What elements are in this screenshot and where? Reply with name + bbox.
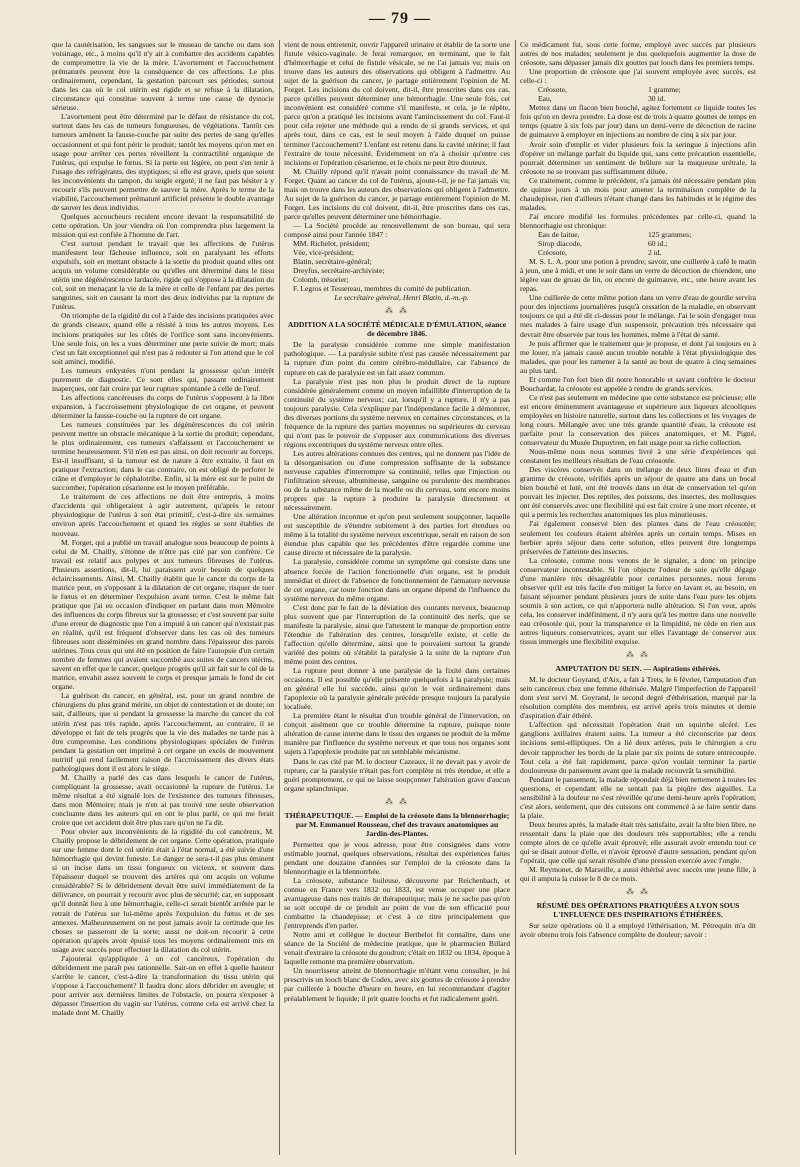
paragraph: Les tumeurs enkystées n'ont pendant la grossesse qu'un intérêt purement de diagnostic. Ce sont elles qui, passant ordinairement inaperçues, ont fait croire par leur rupture spontanée à celle de l'œuf. xyxy=(52,365,274,393)
formula-value: 30 id. xyxy=(648,94,666,104)
paragraph: Permettez que je vous adresse, pour être consignées dans votre estimable journal, quelques observations, résultat des expériences faites pendant une douzaine d'années sur l'emploi de la créosote dans la blennorrhagie et la blennorrhée. xyxy=(284,839,510,876)
paragraph: La guérison du cancer, en général, est, pour un grand nombre de chirurgiens du plus grand mérite, un objet de contestation et de doute; on sait, d'ailleurs, que si pendant la grossesse la marche du cancer du col utérin n'est pas très rapide, après l'accouchement, au contraire, il se développe et fait de tels progrès que la vie des malades ne tarde pas à être compromise. Les conditions physiologiques spéciales de l'utérus pendant la gestation ont imprimé à cet organe un excès de mouvement nutritif qui rend facilement raison de l'accroissement des divers états pathologiques dont il est alors le siège. xyxy=(52,691,274,773)
paragraph: que la cautérisation, les sangsues sur le museau de tanche ou dans son voisinage, etc., à moins qu'il n'y ait à combattre des accidents capables de compromettre la vie de la mère. L'avortement et l'accouchement prématurés peuvent être la conséquence de ces affections. Le plus ordinairement, cependant, la gestation parcourt ses périodes, surtout dans les cas où le col utérin est rigide et se refuse à la dilatation, circonstance qui constitue souvent à terme une cause de dystocie sérieuse. xyxy=(52,40,274,113)
paragraph: Nous-même nous nous sommes livré à une série d'expériences qui constatent les meilleurs résultats de l'eau créosotée. xyxy=(520,447,756,466)
paragraph: Pendant le pansement, la malade répondait déjà bien nettement à toutes les questions, et cependant elle ne sentait pas la piqûre des aiguilles. La sensibilité à la douleur ne s'est réveillée qu'une demi-heure après l'opération; c'est alors, seulement, que des cuissons ont commencé à se faire sentir dans la plaie. xyxy=(520,774,756,820)
paragraph: La première étant le résultat d'un trouble général de l'innervation, on conçoit aisément que ce trouble détermine la rupture, puisque toute altération de cause interne dans le tissu des organes ne produit de la même manière par l'influence du système nerveux et que tous nos organes sont sujets à l'apoplexie produite par un semblable mécanisme. xyxy=(284,711,510,757)
paragraph: La paralysie n'est pas non plus le produit direct de la rupture considérée généralement comme un moyen infaillible d'interruption de la continuité du système nerveux; car, lorsqu'il y a rupture, il n'y a pas toujours paralysie. Cela s'explique par l'indépendance facile à démontrer, des diverses portions du système nerveux en certaines circonstances, et la fréquence de la rupture des parties moyennes ou supérieures du cerveau qui n'ont pas le pouvoir de s'opposer aux communications des diverses régions excentriques du système nerveux entre elles. xyxy=(284,376,510,449)
formula-line xyxy=(520,230,756,239)
formula-line xyxy=(520,94,756,103)
paragraph: Deux heures après, la malade était très satisfaite, avait la tête bien libre, ne ressentait dans la plaie que des douleurs très supportables; elle a rendu compte alors de ce qu'elle avait éprouvé; elle assurait avoir entendu tout ce qui se disait autour d'elle, et n'avoir éprouvé d'autre sensation, pendant qu'on l'opérait, que celle qui serait résultée d'une pression exercée avec l'ongle. xyxy=(520,819,756,866)
column-rule-1 xyxy=(279,40,280,1155)
section-separator: ⁂ ⁂ xyxy=(385,796,409,806)
paragraph: M. S. L. A. pour une potion à prendre; savoir, une cuillerée à café le matin à jeun, une à midi, et une le soir dans un verre de décoction de chiendent, une légère eau de gruau de lin, ou encore de guimauve, etc., une heure avant les repas. xyxy=(520,257,756,294)
paragraph: C'est surtout pendant le travail que les affections de l'utérus manifestent leur fâcheuse influence, soit en paralysant les efforts expulsifs, soit en mettant obstacle à la sortie du produit quand elles ont acquis un volume considérable ou qu'elles ont déterminé dans le tissu utérin une dégénérescence lardacée, rigide qui s'oppose à la dilatation du col, soit en menaçant la vie de la mère et celle de l'enfant par des pertes sanguines, soit en causant la mort des deux individus par la rupture de l'utérus. xyxy=(52,239,274,312)
paragraph: Une proportion de créosote que j'ai souvent employée avec succès, est celle-ci : xyxy=(520,67,756,86)
paragraph: Une cuillerée de cette même potion dans un verre d'eau de gourdie servira pour des injections journalières jusqu'à cessation de la maladie, en observant toujours ce qui a été dit ci-dessus pour le mélange. J'ai le soin d'engager tous mes malades à faire usage d'un suspensoir, précaution très nécessaire qui devrait être observée par tous les hommes, même à l'état de santé. xyxy=(520,293,756,339)
paragraph: M. Chailly répond qu'il n'avait point connaissance du travail de M. Forget. Quant au cancer du col de l'utérus, ajoute-t-il, je ne l'ai jamais vu; mais on trouve dans les auteurs des observations qui obligent à l'admettre. Au sujet de la guérison du cancer, je partage entièrement l'opinion de M. Forget. Les incisions du col doivent, dit-il, être proscrites dans ces cas, parce qu'elles peuvent déterminer une hémorrhagie. xyxy=(284,166,510,221)
paragraph: La créosote, substance huileuse, découverte par Reichenbach, et connue en France vers 1832 ou 1833, est venue occuper une place avantageuse dans nos traités de thérapeutique; mais je ne sache pas qu'on se soit occupé de ce produit au point de vue de son efficacité pour combattre la chaudepisse; et c'est à ce titre principalement que j'entreprends d'en parler. xyxy=(284,875,510,931)
page-header xyxy=(0,8,800,34)
officer-line: Vée, vice-président; xyxy=(293,248,355,258)
signature: Le secrétaire général, Henri Blatin, d.-m.-p. xyxy=(334,293,469,303)
column-3 xyxy=(520,40,756,1160)
paragraph: Une altération inconnue et qu'on peut seulement soupçonner, laquelle est susceptible de s'étendre subitement à des parties fort étendues ou même à la totalité du système nerveux excentrique, serait en raison de son étendue plus capable que les précédentes d'être regardée comme une cause directe et nécessaire de la paralysie. xyxy=(284,512,510,558)
officer-line: MM. Richelot, président; xyxy=(293,239,370,249)
formula-value: 2 id. xyxy=(648,248,662,258)
section-heading: THÉRAPEUTIQUE. — Emploi de la créosote dans la blennorrhagie; par M. Emmanuel Rousseau, chef des travaux anatomiques au Jardin-des-Plantes. xyxy=(284,810,510,838)
paragraph: Ce traitement, comme le précédent, n'a jamais été nécessaire pendant plus de quinze jours à un mois pour amener la terminaison complète de la chaudepisse, rien d'ailleurs n'étant changé dans les habitudes et le régime des malades. xyxy=(520,175,756,212)
paragraph: Un nourrisseur atteint de blennorrhagie m'étant venu consulter, je lui prescrivis un looch blanc de Codex, avec six gouttes de créosote à prendre par cuillerée à bouche d'heure en heure, en lui recommandant d'agiter préalablement le liquide; il prit quatre loochs et fut radicalement guéri. xyxy=(284,966,510,1003)
section-heading: ADDITION A LA SOCIÉTÉ MÉDICALE D'ÉMULATION, séance de décembre 1846. xyxy=(287,320,507,339)
section-heading: AMPUTATION DU SEIN. — Aspirations éthérées. xyxy=(555,664,721,674)
paragraph: M. Forget, qui a publié un travail analogue sous beaucoup de points à celui de M. Chailly, s'étonne de n'être pas cité par son confrère. Ce travail est relatif aux polypes et aux tumeurs fibreuses de l'utérus. Plusieurs assertions, dit-il, lui paraissent avoir besoin de quelques éclaircissements. Ainsi, M. Chailly établit que le cancer du corps de la matrice peut, en s'opposant à la dilatation de cet organe, risquer de tuer le fœtus et en déterminer l'expulsion avant terme. C'est le même fait pratique que j'ai eu occasion d'indiquer en parlant dans mon Mémoire des influences du corps fibreux sur la grossesse; et c'est souvent par suite d'une erreur de diagnostic que l'on a imputé à un cancer qui n'existait pas en réalité, qu'il est fréquent d'observer dans les cas où des tumeurs fibreuses sont disséminées en grand nombre dans l'épaisseur des parois utérines. Tous ceux qui ont été en position de faire l'autopsie d'un certain nombre de femmes qui avaient succombé aux suites de cancers utérins, savent en effet que le cancer, quelque progrès qu'il ait fait sur le col de la matrice, envahit assez souvent le corps et presque jamais le fond de cet organe. xyxy=(52,537,274,692)
paragraph: Les tumeurs constituées par les dégénérescences du col utérin peuvent mettre un obstacle mécanique à la sortie du produit; cependant, le plus ordinairement, ces tumeurs s'affaissent et l'accouchement se termine heureusement. S'il n'en est pas ainsi, on doit recourir au forceps. Est-il insuffisant, si la tumeur est de nature à être extraite, il faut en pratiquer l'extraction; dans le cas contraire, on est obligé de perforer le crâne et d'employer le céphalotribe. Enfin, si la mère est sur le point de succomber, l'opération césarienne est le moyen préférable. xyxy=(52,419,274,493)
paragraph: La créosote, comme nous venons de le signaler, a donc un principe conservateur incontestable. Si l'on objecte l'odeur de suie qu'elle dégage d'une manière très désagréable pour certaines personnes, nous ferons observer qu'il est très facile d'en mitiger la force en lavant et, au besoin, en faisant séjourner pendant plusieurs jours de suite dans l'eau pure les objets soumis à son action, ce qui n'apportera nulle altération. Si l'on veut, après cela, les conserver indéfiniment, il n'y aura qu'à les mettre dans une nouvelle eau créosotée qui, pour la transparence et la limpidité, ne cède en rien aux autres liqueurs conservatrices, ayant sur elles l'avantage de conserver aux tissus immergés une flexibilité exquise. xyxy=(520,555,756,647)
page-number: — 79 — xyxy=(369,10,431,27)
formula-line xyxy=(520,248,756,257)
paragraph: Ce n'est pas seulement en médecine que cette substance est précieuse; elle est encore éminemment avantageuse et supérieure aux liqueurs alcooliques employées en histoire naturelle, surtout dans les collections et les voyages de long cours. Mélangée avec une très grande quantité d'eau, la créosote est parfaite pour la conservation des pièces anatomiques, et M. Pigné, conservateur du Musée Dupuytren, en fait usage pour sa riche collection. xyxy=(520,392,756,448)
section-separator: ⁂ ⁂ xyxy=(385,306,409,316)
paragraph: M. Chailly a parlé des cas dans lesquels le cancer de l'utérus, compliquant la grossesse, avait occasionné la rupture de l'utérus. Le même résultat a été signalé lors de l'existence des tumeurs fibreuses, dans mon Mémoire; mais je n'en ai pas trouvé une seule observation concluante dans les auteurs qui en ont le plus parlé, ce qui me ferait croire que cet accident doit être plus rare qu'on ne l'a dit. xyxy=(52,772,274,828)
paragraph: Pour obvier aux inconvénients de la rigidité du col cancéreux, M. Chailly propose le débridement de cet organe. Cette opération, pratiquée sur une femme dont le col utérin était à l'état normal, a été suivie d'une hémorrhagie qui devint funeste. Le danger ne sera-t-il pas plus éminent si on incise dans un tissu fongueux ou vicieux, et souvent dans l'épaisseur duquel se trouvent des artères qui ont acquis un volume considérable? Si le débridement devait être suivi immédiatement de la délivrance, on pourrait y recourir avec plus de sécurité; car, en supposant qu'il donnât lieu à une hémorrhagie, celle-ci serait bientôt arrêtée par le retrait de l'utérus sur lui-même après l'expulsion du fœtus et de ses annexes. Malheureusement on ne peut jamais avoir la certitude que les choses se passeront de la sorte; aussi ne doit-on recourir à cette opération qu'après avoir épuisé tous les moyens ordinairement mis en usage avec succès pour effectuer la dilatation du col utérin. xyxy=(52,827,274,954)
formula-value: 125 grammes; xyxy=(648,229,692,239)
paragraph: — La Société procède au renouvellement de son bureau, qui sera composé ainsi pour l'année 1847 : xyxy=(284,220,510,239)
formula-label: Eau de laitue, xyxy=(538,229,580,239)
paragraph: Les autres altérations connues des centres, qui ne donnent pas l'idée de la désorganisation ou d'une compression suffisante de la substance nerveuse capables d'interrompre sa continuité, telles que l'injection ou l'infiltration séreuse, albumineuse, sanguine ou purulente des membranes ou de la substance même de la moelle ou du cerveau, sont encore moins propres que la rupture à produire la paralysie directement et nécessairement. xyxy=(284,448,510,513)
paragraph: M. Reymonet, de Marseille, a aussi éthérisé avec succès une jeune fille, à qui il amputa la cuisse le 8 de ce mois. xyxy=(520,865,756,884)
paragraph: J'ai également conservé bien des plantes dans de l'eau créosotée; seulement les couleurs étaient altérées après un certain temps. Mises en herbier après séjour dans cette solution, elles peuvent être longtemps préservées de l'atteinte des insectes. xyxy=(520,519,756,556)
formula-line xyxy=(520,85,756,94)
formula-label: Créosote, xyxy=(538,248,567,258)
officer-line: F. Legros et Tessereau, membres du comité de publication. xyxy=(293,284,472,294)
column-1 xyxy=(52,40,274,1160)
paragraph: Et comme l'on fort bien dit notre honorable et savant confrère le docteur Bouchardat, la créosote est appelée à rendre de grands services. xyxy=(520,374,756,393)
column-2 xyxy=(284,40,510,1160)
paragraph: De la paralysie considérée comme une simple manifestation pathologique. — La paralysie subite n'est pas causée nécessairement par la rupture d'un point du centre cérébro-médullaire, car l'absence de rupture en cas de paralysie est un fait assez commun. xyxy=(284,340,510,377)
section-heading: RÉSUMÉ DES OPÉRATIONS PRATIQUÉES A LYON SOUS L'INFLUENCE DES INSPIRATIONS ÉTHÉRÉES. xyxy=(536,901,740,920)
section-separator: ⁂ ⁂ xyxy=(626,650,650,660)
formula-value: 60 id.; xyxy=(648,239,668,249)
paragraph: Mettez dans un flacon bien bouché, agitez fortement ce liquide toutes les fois qu'on en devra prendre. La dose est de trois à quatre gouttes de temps en temps (quatre à six fois par jour) dans un demi-verre de décoction de racine de guimauve à employer en injections au nombre de cinq à six par jour. xyxy=(520,103,756,140)
formula-label: Sirop diacode, xyxy=(538,239,582,249)
paragraph: On triomphe de la rigidité du col à l'aide des incisions pratiquées avec de grands ciseaux, quand elle a résisté à tous les autres moyens. Les incisions pratiquées sur les côtés de l'orifice sont sans inconvénients. Une seule fois, on les a vues déterminer une perte suivie de mort; mais c'est un fait exceptionnel qui n'est pas à redouter si l'on attend que le col soit aminci, modifié. xyxy=(52,311,274,366)
paragraph: Ce médicament fut, sous cette forme, employé avec succès par plusieurs autres de nos malades; seulement je dus quelquefois augmenter la dose de créosote, sans dépasser jamais dix gouttes par looch dans les premiers temps. xyxy=(520,40,756,68)
paragraph: C'est donc par le fait de la déviation des courants nerveux, beaucoup plus souvent que par l'interruption de la continuité des nerfs, que se manifeste la paralysie, ainsi que l'attestent le manque de proportion entre l'étendue de l'altération des centres, lorsqu'elle existe, et celle de l'affection qu'elle détermine, ainsi que le pouvaient surtout la grande variété des points où s'établit la paralysie à la suite de la rupture d'un même point des centres. xyxy=(284,602,510,666)
paragraph: Le traitement de ces affections ne doit être entrepris, à moins d'accidents qui obligeraient à agir autrement, qu'après le retour physiologique de l'utérus à son état primitif, c'est-à-dire six semaines environ après l'accouchement et quand les règles se sont établies de nouveau. xyxy=(52,492,274,538)
officer-line: Dreyfus, secrétaire-archiviste; xyxy=(293,266,385,276)
paragraph: L'avortement peut être déterminé par le défaut de résistance du col, surtout dans les cas de tumeurs fongueuses, de végétations. Tantôt ces tumeurs amènent la fausse-couche par suite des pertes de sang qu'elles occasionnent et qui font périr le produit; tantôt les moyens qu'on met en usage pour arrêter ces pertes réveillent la contractilité organique de l'utérus, qui expulse le fœtus. Si la perte est légère, on peut s'en tenir à l'usage des réfrigérants, des styptiques; si elle est grave, quels que soient les inconvénients du tampon, du seigle ergoté, il ne faut pas hésiter à y recourir s'ils peuvent permettre de sauver la mère. Après le terme de la viabilité, l'accouchement prématuré artificiel présente le double avantage de sauver les deux individus. xyxy=(52,112,274,212)
paragraph: vient de nous entretenir, ouvrir l'appareil urinaire et établir de la sorte une fistule vésico-vaginale. Je ferai remarquer, en terminant, que le fait d'hémorrhagie et celui de fistule vésicale, se ne l'ai jamais vu; mais on trouve dans les auteurs des observations qui obligent à l'admettre. Au sujet de la guérison du cancer, je partage entièrement l'opinion de M. Forget. Les incisions du col doivent, dit-il, être proscrites dans ces cas, parce qu'elles peuvent déterminer une hémorrhagie. Une seule fois, cet inconvénient est considéré comme s'il manifeste, et cela, je le répète, parce qu'on a pratiqué les incisions avant l'amincissement du col. Faut-il pour cela rejeter une méthode qui a rendu de si grands services, et qui après tout, dans ce cas, est le seul moyen à l'aide duquel on puisse terminer l'accouchement? L'enfant est retenu dans la cavité utérine; il faut l'extraire de toute nécessité. Évidemment on n'a à choisir qu'entre ces incisions et l'opération césarienne, et le choix ne peut être douteux. xyxy=(284,40,510,167)
formula-label: Eau, xyxy=(538,94,552,104)
formula-line xyxy=(520,239,756,248)
paragraph: Notre ami et collègue le docteur Berthelot fit connaître, dans une séance de la Société de médecine pratique, que le pharmacien Billard venait d'extraire la créosote du goudron; c'était en 1832 ou 1834, époque à laquelle remonte ma première observation. xyxy=(284,930,510,967)
section-separator: ⁂ ⁂ xyxy=(626,887,650,897)
formula-value: 1 gramme; xyxy=(648,85,681,95)
paragraph: L'affection qui nécessitait l'opération était un squirrhe ulcéré. Les ganglions axillaires étaient sains. La tumeur a été circonscrite par deux incisions semi-elliptiques. On a lié deux artères, puis le chirurgien a cru devoir rapprocher les bords de la plaie par six points de suture entrecoupée. Tout cela a été fait rapidement, parce qu'on voulait terminer la partie douloureuse du pansement avant que la malade recouvrât la sensibilité. xyxy=(520,720,756,775)
column-rule-2 xyxy=(515,40,516,1155)
paragraph: J'ajouterai qu'appliquée à un col cancéreux, l'opération du débridement me paraît peu rationnelle. Sait-on en effet à quelle hauteur s'arrête le cancer, c'est-à-dire la transformation du tissu utérin qui s'oppose à l'accouchement? Il faudra donc alors débrider en aveugle; et pour arriver aux dernières limites de l'obstacle, on pourra s'exposer à dépasser l'insertion du vagin sur l'utérus, comme cela est arrivé chez la malade dont M. Chailly xyxy=(52,953,274,1018)
paragraph: La rupture peut donner à une paralysie de la fixité dans certaines occasions. Il est possible qu'elle présente quelquefois à la paralysie; mais en général elle lui succède, ainsi qu'on le voit ordinairement dans l'apoplexie où la paralysie générale précède presque toujours la paralysie localisée. xyxy=(284,666,510,712)
paragraph: Les affections cancéreuses du corps de l'utérus s'opposent à la libre expansion, à l'accroissement physiologique de cet organe, et peuvent déterminer la fausse-couche ou la rupture de cet organe. xyxy=(52,392,274,420)
paragraph: Avoir soin d'emplir et vider plusieurs fois la seringue à injections afin d'opérer un mélange parfait du liquide qui, sans cette précaution essentielle, pourrait déterminer un sentiment de brûlure sur la muqueuse urétrale, la créosote ne se trouvant pas suffisamment diluée. xyxy=(520,139,756,176)
paragraph: J'ai encore modifié les formules précédentes par celle-ci, quand la blennorrhagie est chronique: xyxy=(520,211,756,230)
officer-line: Colomb, trésorier; xyxy=(293,275,349,285)
paragraph: Des viscères conservés dans un mélange de deux litres d'eau et d'un gramme de créosote, vérifiés après un séjour de quatre ans dans un bocal bien bouché et luté, ont été trouvés dans un état de conservation tel qu'on pouvait les injecter. Des reptiles, des poissons, des insectes, des mollusques ont été conservés avec une flexibilité qui est fait croire à une mort récente, et qui a permis les recherches anatomiques les plus minutieuses. xyxy=(520,465,756,520)
officer-line: Blatin, secrétaire-général; xyxy=(293,257,372,267)
paragraph: Quelques accoucheurs reculent encore devant la responsabilité de cette opération. Un jour viendra où l'on comprendra plus largement la mission qui est confiée à l'homme de l'art. xyxy=(52,211,274,239)
paragraph: Je puis affirmer que le traitement que je propose, et dont j'ai toujours eu à me louer, n'a jamais causé aucun trouble notable à l'état physiologique des malades, que pour les ramener à la santé au bout de quatre à cinq semaines au plus tard. xyxy=(520,338,756,375)
paragraph: Dans le cas cité par M. le docteur Cazeaux, il ne devait pas y avoir de rupture, car la paralysie n'était pas fort complète ni très étendue, et elle a guéri promptement, ce qui ne laisse soupçonner l'altération grave d'aucun organe splanchnique. xyxy=(284,756,510,793)
paragraph: M. le docteur Goyrand, d'Aix, a fait à Trets, le 6 février, l'amputation d'un sein cancéreux chez une femme éthérisée. Malgré l'imperfection de l'appareil dont s'est servi M. Goyrand, le second degré d'éthérisation, marqué par la résolution complète des membres, est arrivé après trois minutes et demie d'aspiration d'air éthéré. xyxy=(520,675,756,721)
paragraph: La paralysie, considérée comme un symptôme qui consiste dans une absence forcée de l'action fonctionnelle d'un organe, est le produit immédiat et direct de l'absence de fonctionnement de l'armature nerveuse de cet organe, car toute fonction dans un organe dépend de l'influence du système nerveux du même organe. xyxy=(284,557,510,603)
paragraph: Sur seize opérations où il a employé l'éthérisation, M. Pétrequin m'a dit avoir obtenu trois fois l'absence complète de douleur; savoir : xyxy=(520,921,756,940)
formula-label: Créosote, xyxy=(538,85,567,95)
